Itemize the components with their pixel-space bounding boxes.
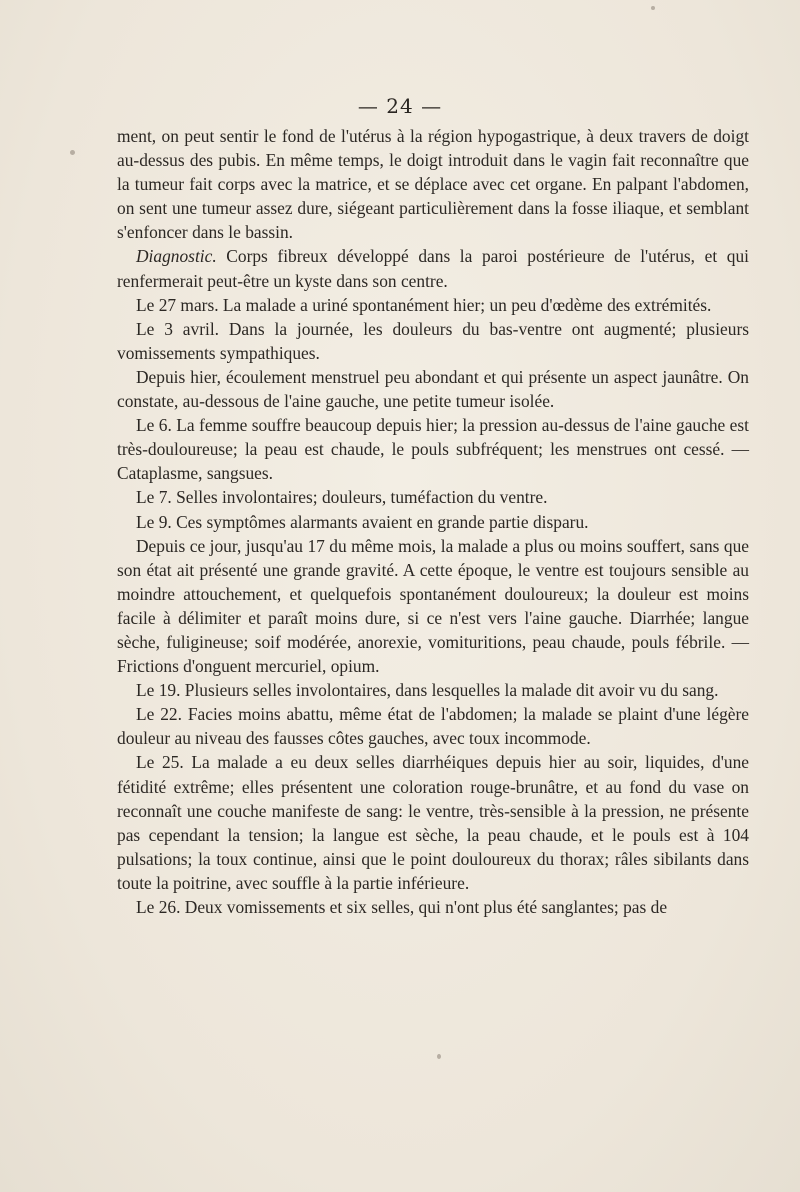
diagnostic-text: Corps fibreux développé dans la paroi postérieure de l'utérus, et qui renfermerait peut-être un kyste dans son centre. [117, 246, 749, 291]
diagnostic-heading: Diagnostic. [136, 246, 217, 267]
paragraph-le-6: Le 6. La femme souffre beaucoup depuis hier; la pression au-dessus de l'aine gauche est très-douloureuse; la peau est chaude, le pouls subfréquent; les menstrues ont cessé. — Cataplasme, sangsues. [117, 415, 749, 484]
paper-speck [70, 150, 75, 155]
paragraph-depuis-hier: Depuis hier, écoulement menstruel peu abondant et qui présente un aspect jaunâtre. On constate, au-dessous de l'aine gauche, une petite tumeur isolée. [117, 366, 749, 412]
paragraph-continuation: ment, on peut sentir le fond de l'utérus à la région hypogastrique, à deux travers de doigt au-dessus des pubis. En même temps, le doigt introduit dans le vagin fait reconnaître que la tumeur fait corps avec la matrice, et se déplace avec cet organe. En palpant l'abdomen, on sent une tumeur assez dure, siégeant particulièrement dans la fosse iliaque, et semblant s'enfoncer dans le bassin. [117, 126, 749, 243]
paragraph-le-19: Le 19. Plusieurs selles involontaires, dans lesquelles la malade dit avoir vu du sang. [136, 680, 719, 701]
body-text [117, 124, 749, 919]
paragraph-27-mars: Le 27 mars. La malade a uriné spontanément hier; un peu d'œdème des extrémités. [136, 294, 712, 315]
paragraph-le-26: Le 26. Deux vomissements et six selles, qui n'ont plus été sanglantes; pas de [136, 897, 668, 917]
paragraph-le-22: Le 22. Facies moins abattu, même état de l'abdomen; la malade se plaint d'une légère douleur au niveau des fausses côtes gauches, avec toux incommode. [117, 704, 749, 749]
page-number: — 24 — [357, 94, 443, 118]
paragraph-3-avril: Le 3 avril. Dans la journée, les douleurs du bas-ventre ont augmenté; plusieurs vomissements sympathiques. [117, 318, 749, 363]
paragraph-depuis-ce-jour: Depuis ce jour, jusqu'au 17 du même mois, la malade a plus ou moins souffert, sans que son état ait présenté une grande gravité. A cette époque, le ventre est toujours sensible au moindre attouchement, et quelquefois spontanément douloureux; la douleur est moins facile à délimiter et paraît moins dure, si ce n'est vers l'aine gauche. Diarrhée; langue sèche, fuligineuse; soif modérée, anorexie, vomituritions, peau chaude, pouls fébrile. — Frictions d'onguent mercuriel, opium. [117, 535, 749, 677]
paper-speck [437, 1054, 441, 1059]
paper-speck [651, 6, 655, 10]
paragraph-le-9: Le 9. Ces symptômes alarmants avaient en grande partie disparu. [136, 511, 589, 532]
paragraph-le-7: Le 7. Selles involontaires; douleurs, tuméfaction du ventre. [136, 487, 548, 508]
paragraph-le-25: Le 25. La malade a eu deux selles diarrhéiques depuis hier au soir, liquides, d'une fétidité extrême; elles présentent une coloration rouge-brunâtre, et au fond du vase on reconnaît une couche manifeste de sang: le ventre, très-sensible à la pression, ne présente pas cependant la tension; la langue est sèche, la peau chaude, et le pouls est à 104 pulsations; la toux continue, ainsi que le point douloureux du thorax; râles sibilants dans toute la poitrine, avec souffle à la partie inférieure. [117, 752, 749, 893]
paragraph-diagnostic [117, 244, 749, 292]
